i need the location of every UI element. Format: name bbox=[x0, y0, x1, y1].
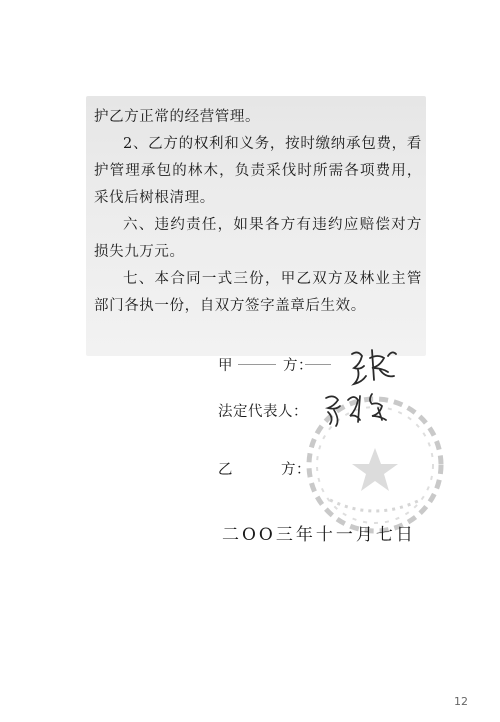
paragraph-continuation: 护乙方正常的经营管理。 bbox=[94, 109, 261, 125]
legal-representative-handwritten-signature bbox=[320, 386, 394, 430]
paragraph-breach-liability: 六、违约责任，如果各方有违约应赔偿对方损失九万元。 bbox=[94, 217, 422, 260]
party-a-line-left bbox=[238, 364, 276, 365]
party-a-line-right bbox=[305, 364, 331, 365]
paragraph-rights-obligations: 2、乙方的权利和义务，按时缴纳承包费，看护管理承包的林木，负责采伐时所需各项费用，采伐后树根清理。 bbox=[94, 136, 422, 206]
signing-date: 二OO三年十一月七日 bbox=[222, 525, 416, 545]
paragraph-copies-effect: 七、本合同一式三份，甲乙双方及林业主管部门各执一份，自双方签字盖章后生效。 bbox=[94, 271, 422, 314]
party-b-label: 乙 bbox=[218, 462, 233, 478]
party-a-label: 甲 bbox=[218, 358, 233, 374]
page-number: 12 bbox=[454, 695, 468, 708]
party-a-suffix: 方： bbox=[283, 358, 313, 374]
legal-representative-label: 法定代表人： bbox=[218, 404, 308, 420]
party-b-suffix: 方： bbox=[281, 462, 311, 478]
party-a-handwritten-signature bbox=[344, 340, 400, 392]
